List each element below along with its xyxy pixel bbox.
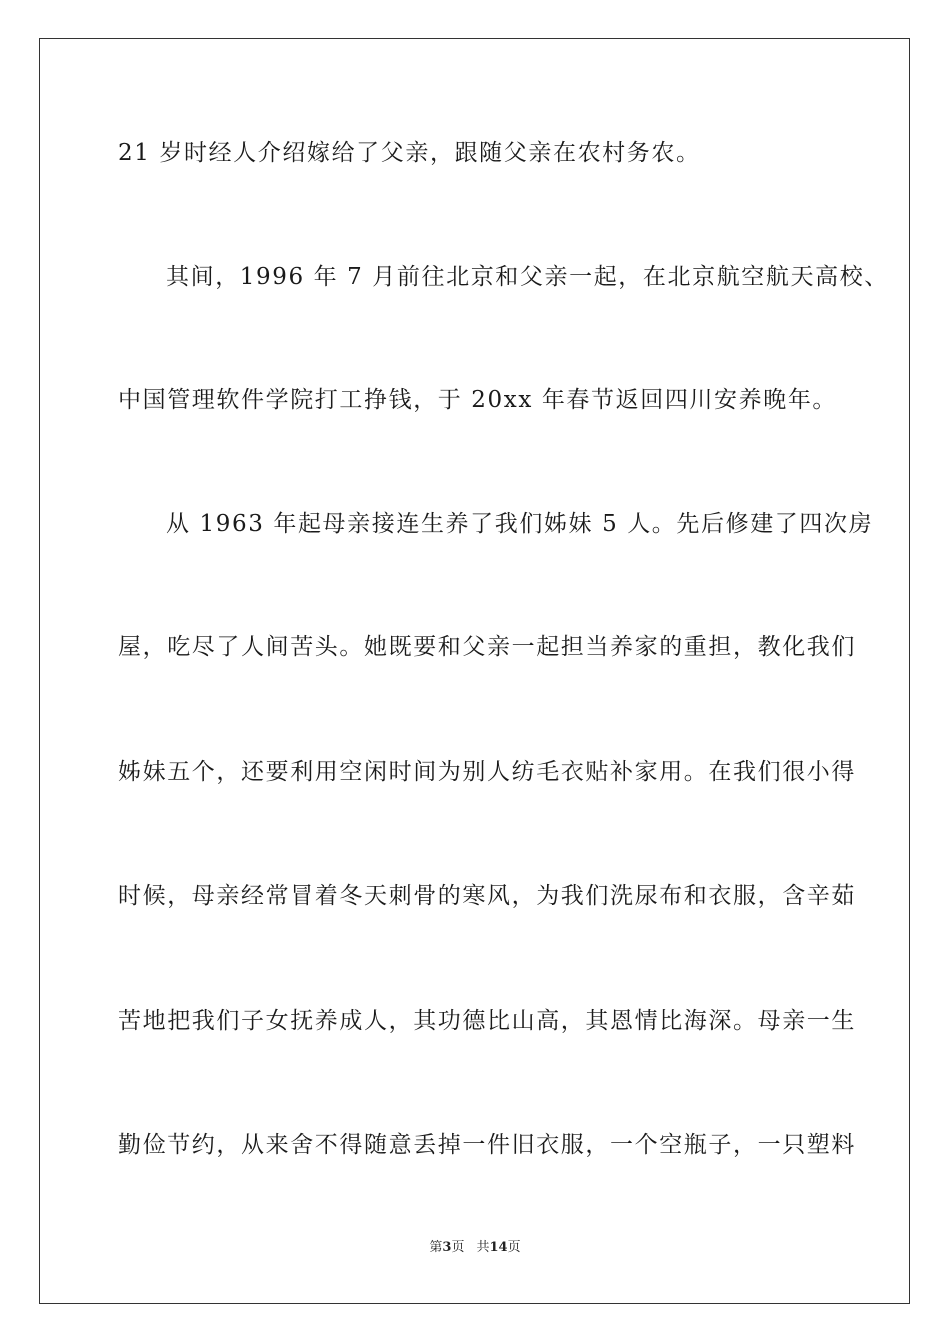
page-footer bbox=[0, 1240, 950, 1256]
text-line-9: 勤俭节约，从来舍不得随意丢掉一件旧衣服，一个空瓶子，一只塑料 bbox=[118, 1132, 856, 1158]
text-line-3: 中国管理软件学院打工挣钱，于 20xx 年春节返回四川安养晚年。 bbox=[118, 387, 838, 413]
text-line-8: 苦地把我们子女抚养成人，其功德比山高，其恩情比海深。母亲一生 bbox=[118, 1008, 856, 1034]
page-label-prefix: 第 bbox=[429, 1240, 443, 1255]
page-label-suffix: 页 bbox=[451, 1240, 465, 1255]
text-line-1: 21 岁时经人介绍嫁给了父亲，跟随父亲在农村务农。 bbox=[118, 140, 701, 166]
total-label-suffix: 页 bbox=[507, 1240, 521, 1255]
text-line-4: 从 1963 年起母亲接连生养了我们姊妹 5 人。先后修建了四次房 bbox=[166, 511, 874, 537]
text-line-5: 屋，吃尽了人间苦头。她既要和父亲一起担当养家的重担，教化我们 bbox=[118, 634, 856, 660]
text-line-7: 时候，母亲经常冒着冬天刺骨的寒风，为我们洗尿布和衣服，含辛茹 bbox=[118, 883, 856, 909]
text-line-2: 其间，1996 年 7 月前往北京和父亲一起，在北京航空航天高校、 bbox=[166, 264, 889, 290]
text-line-6: 姊妹五个，还要利用空闲时间为别人纺毛衣贴补家用。在我们很小得 bbox=[118, 759, 856, 785]
total-label-prefix: 共 bbox=[476, 1240, 490, 1255]
page-border bbox=[39, 38, 910, 1304]
page-number: 3 bbox=[442, 1240, 452, 1255]
page-total: 14 bbox=[489, 1240, 508, 1255]
